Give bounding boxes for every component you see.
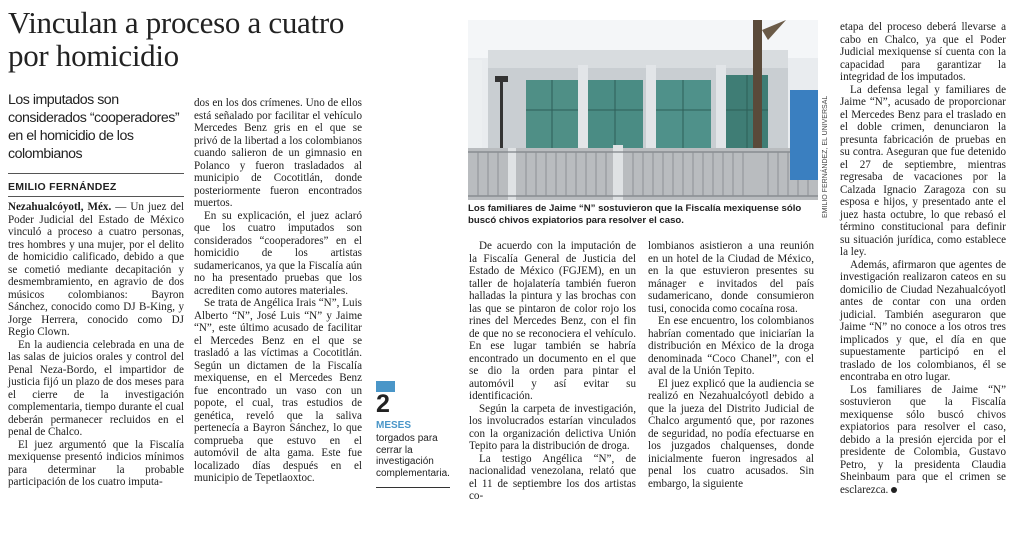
- paragraph: La defensa legal y familiares de Jaime “N”, acusado de proporcionar el Mercedes Benz para el traslado en el doble crimen, denunciaron la presunta fabricación de pruebas en su contra. Aseguran que fue detenido el 27 de septiembre, mientras regresaba de vacaciones por la Calzada Ignacio Zaragoza con su esposa e hijos, y presentado ante el juez hasta octubre, lo que rebasó el término constitucional para definir su situación jurídica, como establece la ley.: [840, 83, 1006, 258]
- paragraph: [840, 384, 1006, 497]
- paragraph: — Un juez del Poder Judicial del Estado de México vinculó a proceso a cuatro personas, tres hombres y una mujer, por el delito de homicidio calificado, debido a que se cometió mediante decapitación y desmembramiento, en agravio de dos músicos colombianos: Bayron Sánchez, conocido como DJ B-King, y Jorge Herrera, conocido como DJ Regio Clown.: [8, 201, 184, 338]
- photo-credit-vertical: [818, 22, 830, 218]
- paragraph: Se trata de Angélica Irais “N”, Luis Alberto “N”, José Luis “N” y Jaime “N”, este último acusado de facilitar el Mercedes Benz en el que se trasladó a las víctimas a Cocotitlán. Según un dictamen de la Fiscalía mexiquense, en el Mercedes Benz fue encontrado un vaso con un popote, el cual, tras estudios de genética, reveló que la saliva pertenecía a Bayron Sánchez, lo que comprueba que estuvo en el automóvil de alta gama. Este fue localizado días después en el municipio de Tepetlaoxtoc.: [194, 297, 362, 484]
- headline: Vinculan a proceso a cuatro por homicidio: [8, 5, 345, 73]
- subheadline: Los imputados son considerados “cooperadores” en el homicidio de los colombianos: [8, 92, 180, 162]
- divider-top: [8, 173, 184, 174]
- dateline: Nezahualcóyotl, Méx.: [8, 201, 112, 213]
- paragraph: La testigo Angélica “N”, de nacionalidad venezolana, relató que el 11 de septiembre los dos artistas co-: [469, 452, 636, 502]
- article-column-4: [648, 240, 814, 490]
- paragraph: dos en los dos crímenes. Uno de ellos está señalado por facilitar el vehículo Mercedes Benz gris en el que se privó de la libertad a los colombianos cuando salieron de un gimnasio en Polanco y fueron trasladados al municipio de Cocotitlán, donde posteriormente fueron encontrados muertos.: [194, 97, 362, 209]
- paragraph: lombianos asistieron a una reunión en un hotel de la Ciudad de México, en la que estuvieron presentes su mánager e invitados del país sudamericano, donde consumieron tusi, conocida como cocaína rosa.: [648, 240, 814, 315]
- paragraph-text: Los familiares de Jaime “N” sostuvieron que la Fiscalía mexiquense sólo buscó chivos expiatorios para resolver el caso, debido a la presión ejercida por el presidente de Colombia, Gustavo Petro, y la presidenta Claudia Sheinbaum para que el crimen se esclarezca.: [840, 383, 1006, 496]
- article-column-3: [469, 240, 636, 503]
- building-photo: [468, 20, 818, 200]
- paragraph: Según la carpeta de investigación, los involucrados estarían vinculados con la organización delictiva Unión Tepito para la distribución de droga.: [469, 402, 636, 452]
- end-mark-icon: [891, 487, 897, 493]
- lead-paragraph: [8, 201, 184, 339]
- photo-credit-text: EMILIO FERNÁNDEZ, EL UNIVERSAL: [822, 95, 829, 218]
- paragraph: En la audiencia celebrada en una de las salas de juicios orales y control del Penal Neza-Bordo, el impartidor de justicia fijó un plazo de dos meses para el cierre de la investigación complementaria, tiempo durante el cual deberán permanecer recluidos en el penal de Chalco.: [8, 338, 184, 438]
- article-photo: [468, 20, 818, 200]
- photo-caption: Los familiares de Jaime “N” sostuvieron que la Fiscalía mexiquense sólo buscó chivos expiatorios para resolver el caso.: [468, 203, 802, 226]
- paragraph: El juez explicó que la audiencia se realizó en Nezahualcóyotl debido a que la jueza del Distrito Judicial de Chalco argumentó que, por razones de seguridad, no podía efectuarse en los juzgados chalquenses, donde inicialmente fueron ingresados al penal los cuatro acusados. Sin embargo, la siguiente: [648, 377, 814, 490]
- paragraph: En ese encuentro, los colombianos habrían comentado que iniciarían la distribución en México de la droga denominada “Coco Chanel”, con el aval de la Unión Tepito.: [648, 315, 814, 377]
- paragraph: etapa del proceso deberá llevarse a cabo en Chalco, ya que el Poder Judicial mexiquense sí cuenta con la capacidad para garantizar la integridad de los imputados.: [840, 21, 1006, 83]
- article-column-2: [194, 97, 362, 485]
- paragraph: En su explicación, el juez aclaró que los cuatro imputados son considerados “cooperadores” en el homicidio de los artistas sudamericanos, ya que la Fiscalía aún no ha presentado pruebas que los acrediten como autores materiales.: [194, 209, 362, 297]
- divider-bottom: [8, 196, 184, 197]
- paragraph: De acuerdo con la imputación de la Fiscalía General de Justicia del Estado de México (FGJEM), en un taller de hojalatería también fueron halladas la pintura y las brochas con las que se pintaron de color rojo los rines del Mercedes Benz, con el fin de que no se reconociera el vehículo. En ese lugar también se habría encontrado un documento en el que se dio la orden para pintar el automóvil y así evitar su identificación.: [469, 240, 636, 402]
- stat-unit: MESES: [376, 420, 412, 431]
- photo-credit: [818, 22, 830, 218]
- paragraph: El juez argumentó que la Fiscalía mexiquense presentó indicios mínimos para determinar la probable participación de los cuatro imputa-: [8, 438, 184, 488]
- stat-divider: [376, 487, 450, 488]
- stat-description: torgados para cerrar la investigación complementaria.: [376, 433, 450, 479]
- article-column-1: [8, 201, 184, 489]
- paragraph: Además, afirmaron que agentes de investigación realizaron cateos en su domicilio de Ciudad Nezahualcóyotl antes de contar con una orden judicial. También aseguraron que Jaime “N” no conoce a los otros tres implicados y que, el día en que supuestamente participó en el traslado de los colombianos, él se encontraba en otro lugar.: [840, 258, 1006, 383]
- stat-box: [376, 381, 458, 491]
- article-column-5: [840, 21, 1006, 496]
- byline: EMILIO FERNÁNDEZ: [8, 181, 117, 193]
- stat-number: 2: [376, 390, 390, 418]
